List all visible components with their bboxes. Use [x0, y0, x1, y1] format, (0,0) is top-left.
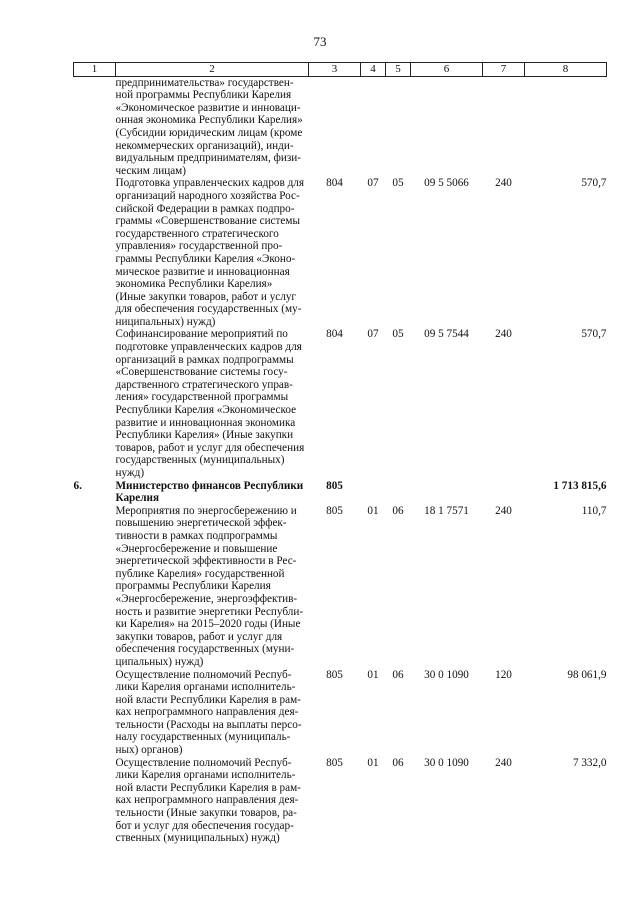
- section-code: 01: [367, 504, 379, 517]
- header-col-5: 5: [386, 63, 411, 77]
- target-code: 30 0 1090: [424, 668, 469, 681]
- header-col-4: 4: [361, 63, 386, 77]
- row-number: [74, 76, 116, 177]
- target-code: 09 5 7544: [424, 328, 469, 341]
- table-row: [74, 757, 607, 845]
- expense-type-code: [483, 76, 525, 177]
- subsection-code: 06: [392, 668, 404, 681]
- target-code: 18 1 7571: [424, 504, 469, 517]
- table-row: [74, 669, 607, 757]
- row-description: Осуществление полномочий Респуб- лики Карелия органами исполнитель- ной власти Республики Карелия в рам- ках непрограммного направления дея- тельности (Иные закупки товаров, ра- бот и услуг для обеспечения государ- ственных (муниципальных) нужд): [115, 756, 301, 845]
- section-code: 07: [367, 177, 379, 190]
- ministry-code: 804: [326, 328, 343, 341]
- section-code: 01: [367, 668, 379, 681]
- table-row: [74, 328, 607, 479]
- row-description: предпринимательства» государствен- ной программы Республики Карелия «Экономическое развитие и инноваци- онная экономика Республики Карелия» (Субсидии юридическим лицам (кроме некоммерческих организаций), инди- видуальным предпринимателям, физи- ческим лицам): [115, 76, 303, 177]
- subsection-code: 06: [392, 504, 404, 517]
- row-number: [74, 177, 116, 328]
- header-col-8: 8: [525, 63, 607, 77]
- expense-type-code: 240: [495, 504, 512, 517]
- header-col-1: 1: [74, 63, 116, 77]
- expense-type-code: 120: [495, 668, 512, 681]
- ministry-code: 804: [326, 177, 343, 190]
- amount: 98 061,9: [567, 668, 607, 681]
- row-number: [74, 757, 116, 845]
- amount: 570,7: [581, 328, 607, 341]
- row-number: [74, 505, 116, 669]
- ministry-code: 805: [326, 756, 343, 769]
- subsection-code: [386, 76, 411, 177]
- header-col-7: 7: [483, 63, 525, 77]
- section-code: 01: [367, 756, 379, 769]
- ministry-code: 805: [326, 668, 343, 681]
- table-row: [74, 76, 607, 177]
- amount: 110,7: [581, 504, 607, 517]
- row-description: Софинансирование мероприятий по подготовке управленческих кадров для организаций в рамках подпрограммы «Совершенствование системы госу- дарственного стратегического управ- ления» государственной программы Республики Карелия «Экономическое развитие и инновационная экономика Республики Карелия» (Иные закупки товаров, работ и услуг для обеспечения государственных (муниципальных) нужд): [115, 328, 305, 479]
- amount: 7 332,0: [572, 756, 607, 769]
- target-code: [411, 480, 483, 505]
- table-row: [74, 177, 607, 328]
- page-number: 73: [313, 34, 327, 49]
- expense-type-code: 240: [495, 177, 512, 190]
- section-code: 07: [367, 328, 379, 341]
- budget-table: [73, 62, 607, 845]
- header-col-6: 6: [411, 63, 483, 77]
- expense-type-code: 240: [495, 328, 512, 341]
- header-col-2: 2: [116, 63, 309, 77]
- row-number: 6.: [73, 479, 82, 492]
- target-code: 30 0 1090: [424, 756, 469, 769]
- target-code: 09 5 5066: [424, 177, 469, 190]
- section-code: [361, 480, 386, 505]
- section-code: [361, 76, 386, 177]
- table-row: [74, 505, 607, 669]
- header-col-3: 3: [309, 63, 361, 77]
- row-description: Министерство финансов Республики Карелия: [115, 479, 304, 505]
- table-row-ministry: [74, 480, 607, 505]
- amount: 570,7: [581, 177, 607, 190]
- expense-type-code: [483, 480, 525, 505]
- amount: [525, 76, 607, 177]
- row-number: [74, 669, 116, 757]
- subsection-code: 06: [392, 756, 404, 769]
- row-description: Осуществление полномочий Респуб- лики Карелия органами исполнитель- ной власти Республики Карелия в рам- ках непрограммного направления дея- тельности (Расходы на выплаты персо- налу государственных (муниципаль- ных) органов): [115, 668, 302, 757]
- subsection-code: 05: [392, 328, 404, 341]
- row-description: Мероприятия по энергосбережению и повышению энергетической эффек- тивности в рамках подпрограммы «Энергосбережение и повышение энергетической эффективности в Рес- публике Карелия» государственной программы Республики Карелия «Энергосбережение, энергоэффектив- ность и развитие энергетики Республи- ки Карелия» на 2015–2020 годы (Иные закупки товаров, работ и услуг для обеспечения государственных (муни- ципальных) нужд): [115, 504, 304, 668]
- header-row: [74, 63, 607, 77]
- ministry-code: 805: [326, 504, 343, 517]
- ministry-code: 805: [326, 479, 343, 492]
- row-description: Подготовка управленческих кадров для организаций народного хозяйства Рос- сийской Федерации в рамках подпро- граммы «Совершенствование системы государственного стратегического управления» государственной про- граммы Республики Карелия «Эконо- мическое развитие и инновационная экономика Республики Карелия» (Иные закупки товаров, работ и услуг для обеспечения государственных (му- ниципальных) нужд): [115, 177, 305, 328]
- ministry-code: [309, 76, 361, 177]
- amount: 1 713 815,6: [553, 479, 607, 492]
- target-code: [411, 76, 483, 177]
- expense-type-code: 240: [495, 756, 512, 769]
- subsection-code: [386, 480, 411, 505]
- row-number: [74, 328, 116, 479]
- subsection-code: 05: [392, 177, 404, 190]
